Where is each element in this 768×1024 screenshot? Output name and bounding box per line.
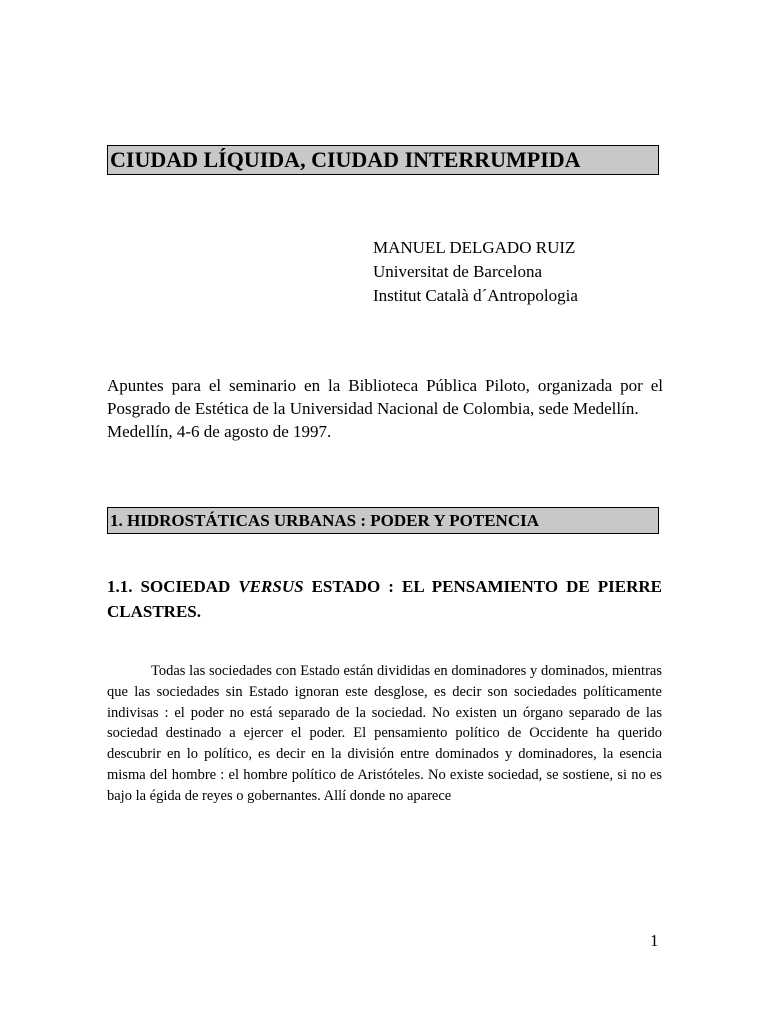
intro-date-place: Medellín, 4-6 de agosto de 1997. [107, 422, 332, 441]
author-affiliation-institute: Institut Català d´Antropologia [373, 286, 578, 305]
author-block [373, 236, 578, 308]
page-number: 1 [650, 931, 659, 950]
intro-description: Apuntes para el seminario en la Biblioteca Pública Piloto, organizada por el Posgrado de Estética de la Universidad Nacional de Colombia, sede Medellín. [107, 376, 663, 418]
section-heading: 1. HIDROSTÁTICAS URBANAS : PODER Y POTENCIA [107, 507, 659, 534]
subsection-heading-suffix: ESTADO : EL PENSAMIENTO DE PIERRE CLASTRES. [107, 577, 662, 621]
subsection-heading [107, 574, 662, 624]
document-title: CIUDAD LÍQUIDA, CIUDAD INTERRUMPIDA [107, 145, 659, 175]
intro-block [107, 374, 663, 443]
subsection-heading-emphasis: VERSUS [238, 577, 304, 596]
subsection-heading-prefix: 1.1. SOCIEDAD [107, 577, 239, 596]
author-affiliation-university: Universitat de Barcelona [373, 262, 542, 281]
author-name: MANUEL DELGADO RUIZ [373, 238, 576, 257]
body-paragraph: Todas las sociedades con Estado están divididas en dominadores y dominados, mientras que las sociedades sin Estado ignoran este desglose, es decir son sociedades políticamente indivisas : el poder no está separado de la sociedad. No existen un órgano separado de las sociedad destinado a ejercer el poder. El pensamiento político de Occidente ha querido descubrir en lo político, es decir en la división entre dominados y dominadores, la esencia misma del hombre : el hombre político de Aristóteles. No existe sociedad, se sostiene, si no es bajo la égida de reyes o gobernantes. Allí donde no aparece [107, 663, 662, 804]
